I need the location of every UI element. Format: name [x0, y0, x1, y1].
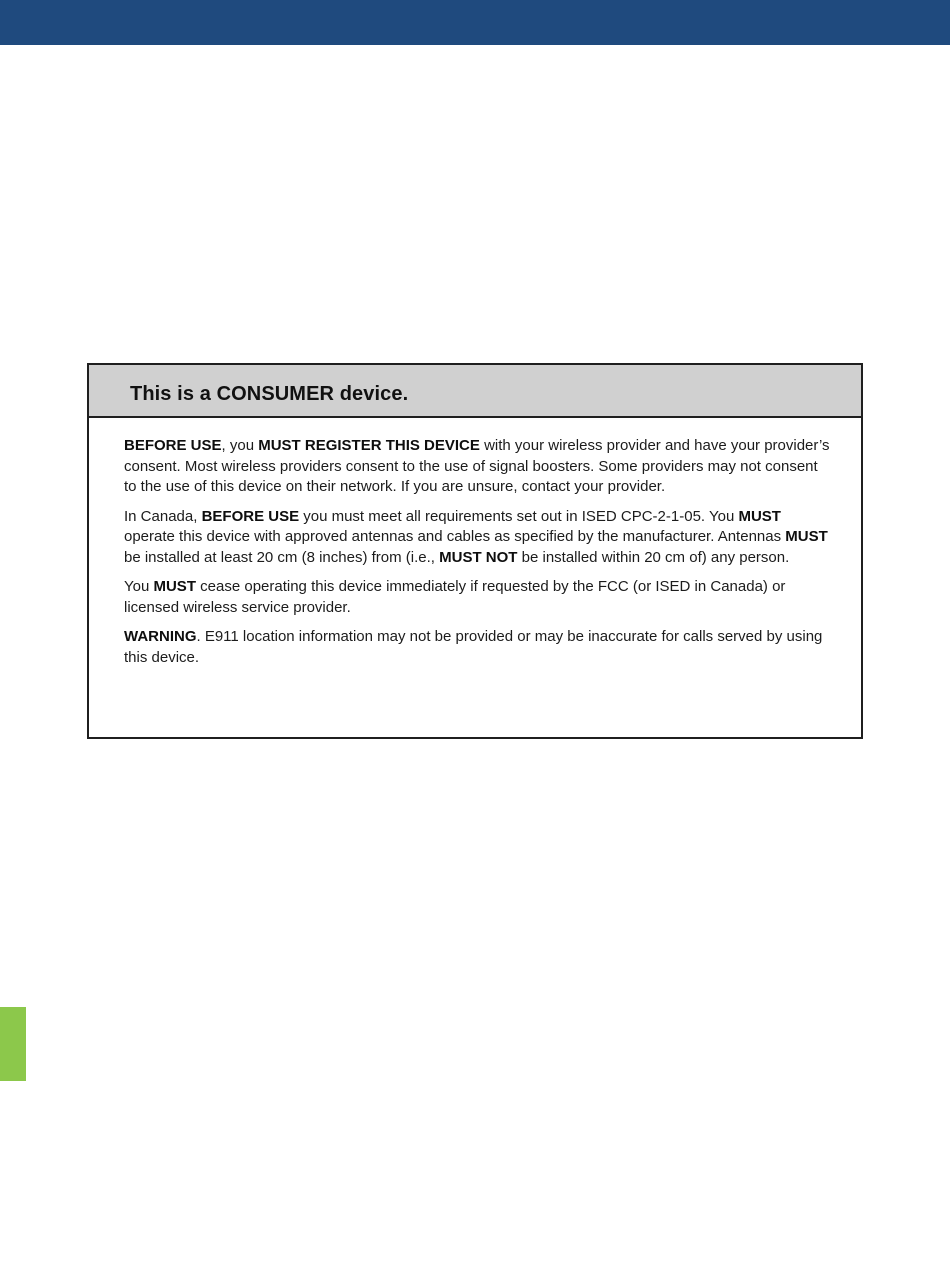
notice-paragraph-cease: [124, 577, 831, 618]
top-color-bar: [0, 0, 950, 45]
emphasis-text: MUST REGISTER THIS DEVICE: [258, 437, 480, 454]
emphasis-text: WARNING: [124, 628, 197, 645]
paragraph-text: be installed at least 20 cm (8 inches) from (i.e.,: [124, 548, 440, 566]
paragraph-text: operate this device with approved antennas and cables as specified by the manufacturer. Antennas: [124, 528, 786, 545]
paragraph-text: , you: [221, 437, 259, 454]
notice-header: [89, 365, 861, 418]
consumer-device-notice: [87, 363, 863, 739]
paragraph-text: be installed within 20 cm of) any person.: [517, 548, 790, 566]
side-tab-marker: [0, 1007, 26, 1081]
paragraph-text: . E911 location information may not be provided or may be inaccurate for calls served by using this device.: [124, 628, 823, 666]
notice-paragraph-warning: [124, 627, 831, 668]
emphasis-text: MUST: [153, 578, 196, 595]
paragraph-text: cease operating this device immediately if requested by the FCC (or ISED in Canada) or licensed wireless service provider.: [124, 578, 786, 616]
paragraph-text: You: [124, 578, 154, 595]
paragraph-text: In Canada,: [124, 507, 202, 525]
notice-title: This is a CONSUMER device.: [130, 383, 409, 405]
emphasis-text: MUST NOT: [439, 548, 518, 566]
emphasis-text: MUST: [785, 528, 828, 545]
emphasis-text: BEFORE USE: [201, 507, 300, 525]
notice-paragraph-canada: [124, 507, 831, 569]
paragraph-text: with your wireless provider and have your provider’s consent. Most wireless providers consent to the use of signal boosters. Some providers may not consent to the use of this device on their network. If you are unsure, contact your provider.: [124, 437, 830, 495]
paragraph-text: you must meet all requirements set out in ISED CPC-2-1-05. You: [299, 507, 739, 525]
notice-body: [89, 418, 861, 668]
emphasis-text: BEFORE USE: [124, 437, 222, 454]
emphasis-text: MUST: [738, 507, 781, 525]
notice-paragraph-register: [124, 436, 831, 498]
